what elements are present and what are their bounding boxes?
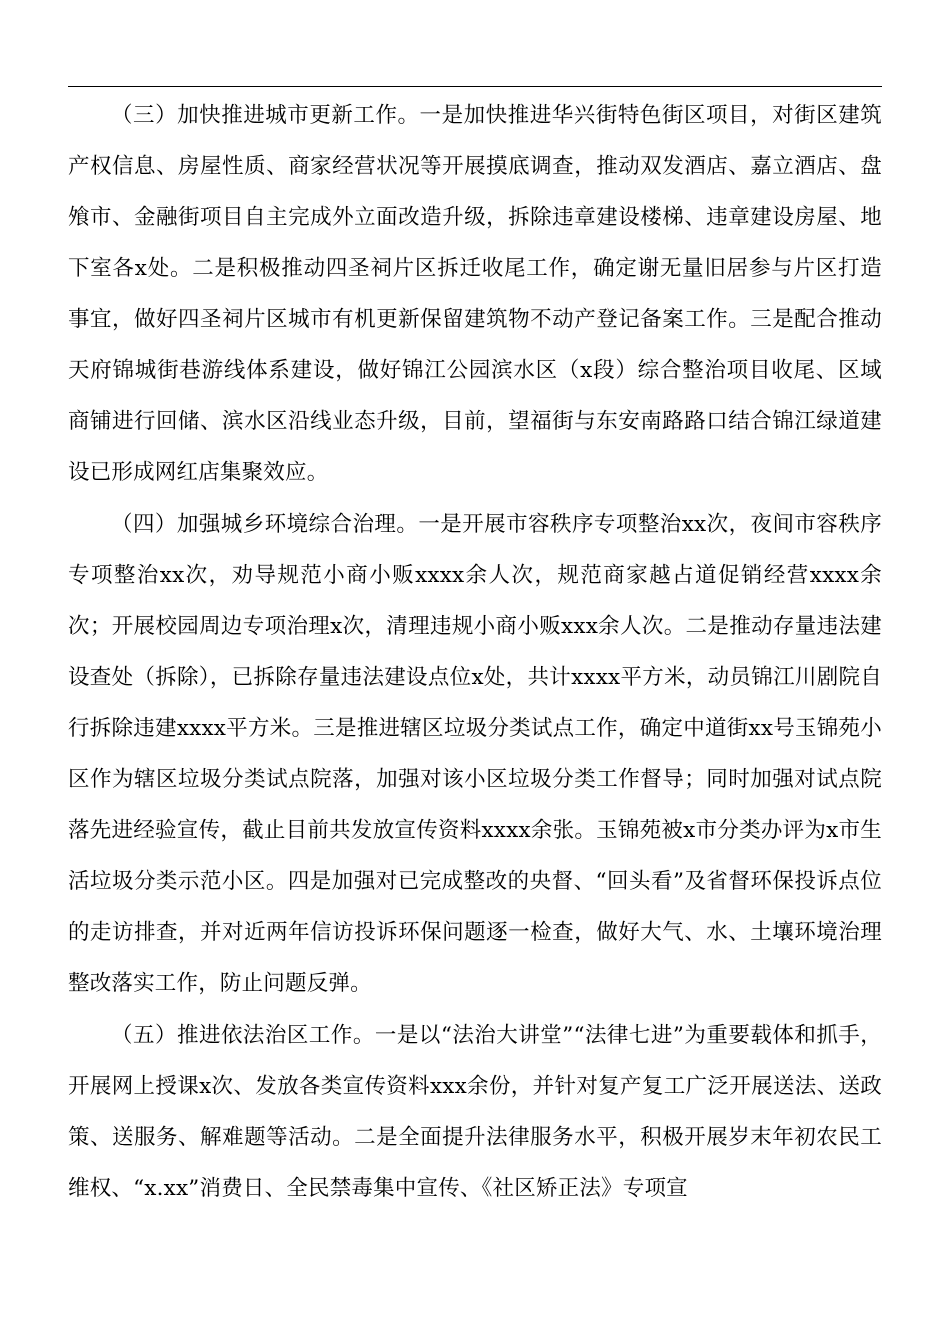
paragraph-urban-renewal: （三）加快推进城市更新工作。一是加快推进华兴街特色街区项目，对街区建筑产权信息、房屋性质、商家经营状况等开展摸底调查，推动双发酒店、嘉立酒店、盘飧市、金融街项目自主完成外立面改造升级，拆除违章建设楼梯、违章建设房屋、地下室各x处。二是积极推动四圣祠片区拆迁收尾工作，确定谢无量旧居参与片区打造事宜，做好四圣祠片区城市有机更新保留建筑物不动产登记备案工作。三是配合推动天府锦城街巷游线体系建设，做好锦江公园滨水区（x段）综合整治项目收尾、区域商铺进行回储、滨水区沿线业态升级，目前，望福街与东安南路路口结合锦江绿道建设已形成网红店集聚效应。: [68, 103, 882, 485]
paragraph-rule-of-law: （五）推进依法治区工作。一是以“法治大讲堂”“法律七进”为重要载体和抓手，开展网上授课x次、发放各类宣传资料xxx余份，并针对复产复工广泛开展送法、送政策、送服务、解难题等活动。二是全面提升法律服务水平，积极开展岁末年初农民工维权、“x.xx”消费日、全民禁毒集中宣传、《社区矫正法》专项宣: [68, 1023, 882, 1201]
paragraph-environment-governance: （四）加强城乡环境综合治理。一是开展市容秩序专项整治xx次，夜间市容秩序专项整治xx次，劝导规范小商小贩xxxx余人次，规范商家越占道促销经营xxxx余次；开展校园周边专项治理x次，清理违规小商小贩xxx余人次。二是推动存量违法建设查处（拆除），已拆除存量违法建设点位x处，共计xxxx平方米，动员锦江川剧院自行拆除违建xxxx平方米。三是推进辖区垃圾分类试点工作，确定中道街xx号玉锦苑小区作为辖区垃圾分类试点院落，加强对该小区垃圾分类工作督导；同时加强对试点院落先进经验宣传，截止目前共发放宣传资料xxxx余张。玉锦苑被x市分类办评为x市生活垃圾分类示范小区。四是加强对已完成整改的央督、“回头看”及省督环保投诉点位的走访排查，并对近两年信访投诉环保问题逐一检查，做好大气、水、土壤环境治理整改落实工作，防止问题反弹。: [68, 512, 882, 996]
document-body: [68, 90, 882, 1214]
header-rule: [68, 86, 882, 87]
